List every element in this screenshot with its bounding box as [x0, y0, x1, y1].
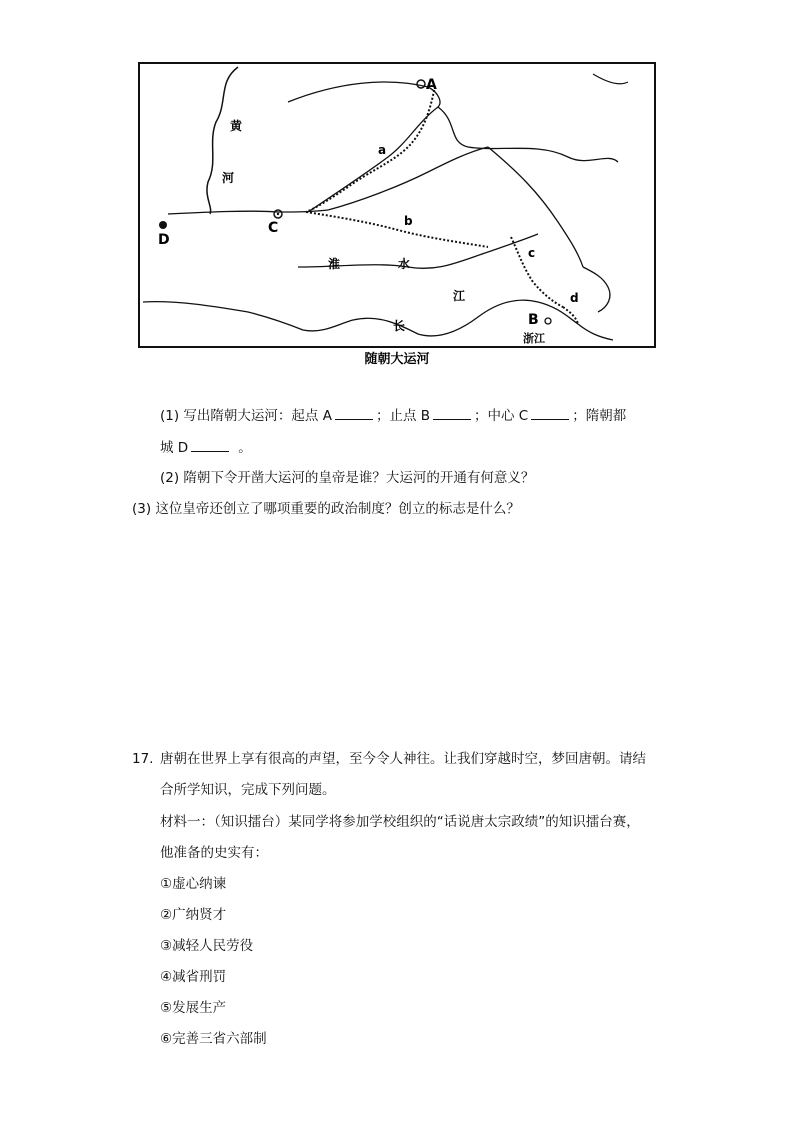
canal-d [563, 307, 578, 324]
label-yangtze-1: 江 [453, 289, 466, 303]
q16-part1-prefix: (1) 写出隋朝大运河：起点 A [160, 408, 332, 424]
yangtze-river-line [143, 300, 538, 336]
yellow-river-line [207, 67, 238, 214]
label-canal-b: b [404, 214, 413, 228]
label-b: B [528, 312, 539, 328]
blank-d[interactable] [191, 437, 229, 452]
label-canal-c: c [528, 246, 536, 260]
grand-canal-map [138, 62, 656, 370]
q17-item-5: ⑤发展生产 [160, 1000, 227, 1016]
canal-c [511, 237, 563, 307]
q16-part1-end: 。 [238, 440, 252, 456]
label-yellow-2: 河 [222, 171, 235, 185]
q16-part3: (3) 这位皇帝还创立了哪项重要的政治制度？创立的标志是什么？ [132, 501, 520, 517]
wei-river [168, 210, 328, 214]
q16-part1-line1 [160, 405, 626, 426]
q16-part1-sep1: ；止点 B [375, 408, 431, 424]
q17-item-2: ②广纳贤才 [160, 907, 227, 923]
label-c: C [268, 220, 279, 236]
q17-item-3: ③减轻人民劳役 [160, 938, 254, 954]
q17-material1-line1: 材料一：（知识擂台）某同学将参加学校组织的“话说唐太宗政绩”的知识擂台赛， [160, 814, 640, 830]
map-svg [138, 62, 656, 370]
q16-part1-line2-text: 城 D [160, 440, 189, 456]
q17-item-6: ⑥完善三省六部制 [160, 1031, 267, 1047]
q17-material1-line2: 他准备的史实有： [160, 845, 268, 861]
q16-part2: (2) 隋朝下令开凿大运河的皇帝是谁？大运河的开通有何意义？ [160, 470, 535, 486]
blank-b[interactable] [433, 405, 471, 420]
q16-part1-sep2: ；中心 C [474, 408, 529, 424]
q17-number: 17. [132, 751, 154, 767]
point-a-marker [417, 80, 425, 88]
q16-part1-line2 [160, 437, 252, 458]
label-huai-1: 淮 [328, 257, 341, 271]
coast [488, 147, 583, 267]
q17-item-1: ①虚心纳谏 [160, 876, 227, 892]
q17-intro-line1: 唐朝在世界上享有很高的声望，至今令人神往。让我们穿越时空，梦回唐朝。请结 [160, 751, 646, 767]
canal-b [306, 212, 488, 247]
label-d: D [158, 232, 170, 248]
blank-a[interactable] [335, 405, 373, 420]
label-a: A [426, 77, 437, 93]
label-canal-d: d [570, 291, 579, 305]
label-zhejiang: 浙江 [523, 332, 545, 345]
q17-intro-line2: 合所学知识，完成下列问题。 [160, 782, 336, 798]
point-d-marker [159, 221, 167, 229]
point-b-marker [545, 318, 551, 324]
q17-item-4: ④减省刑罚 [160, 969, 227, 985]
q16-part1-sep3: ；隋朝都 [572, 408, 627, 424]
blank-c[interactable] [531, 405, 569, 420]
label-yangtze-2: 长 [393, 319, 406, 333]
label-canal-a: a [378, 143, 387, 157]
haihe-river [438, 107, 618, 162]
canal-a [306, 86, 435, 212]
label-yellow-1: 黄 [230, 119, 243, 133]
label-huai-2: 水 [398, 257, 411, 271]
map-caption: 随朝大运河 [364, 352, 430, 367]
